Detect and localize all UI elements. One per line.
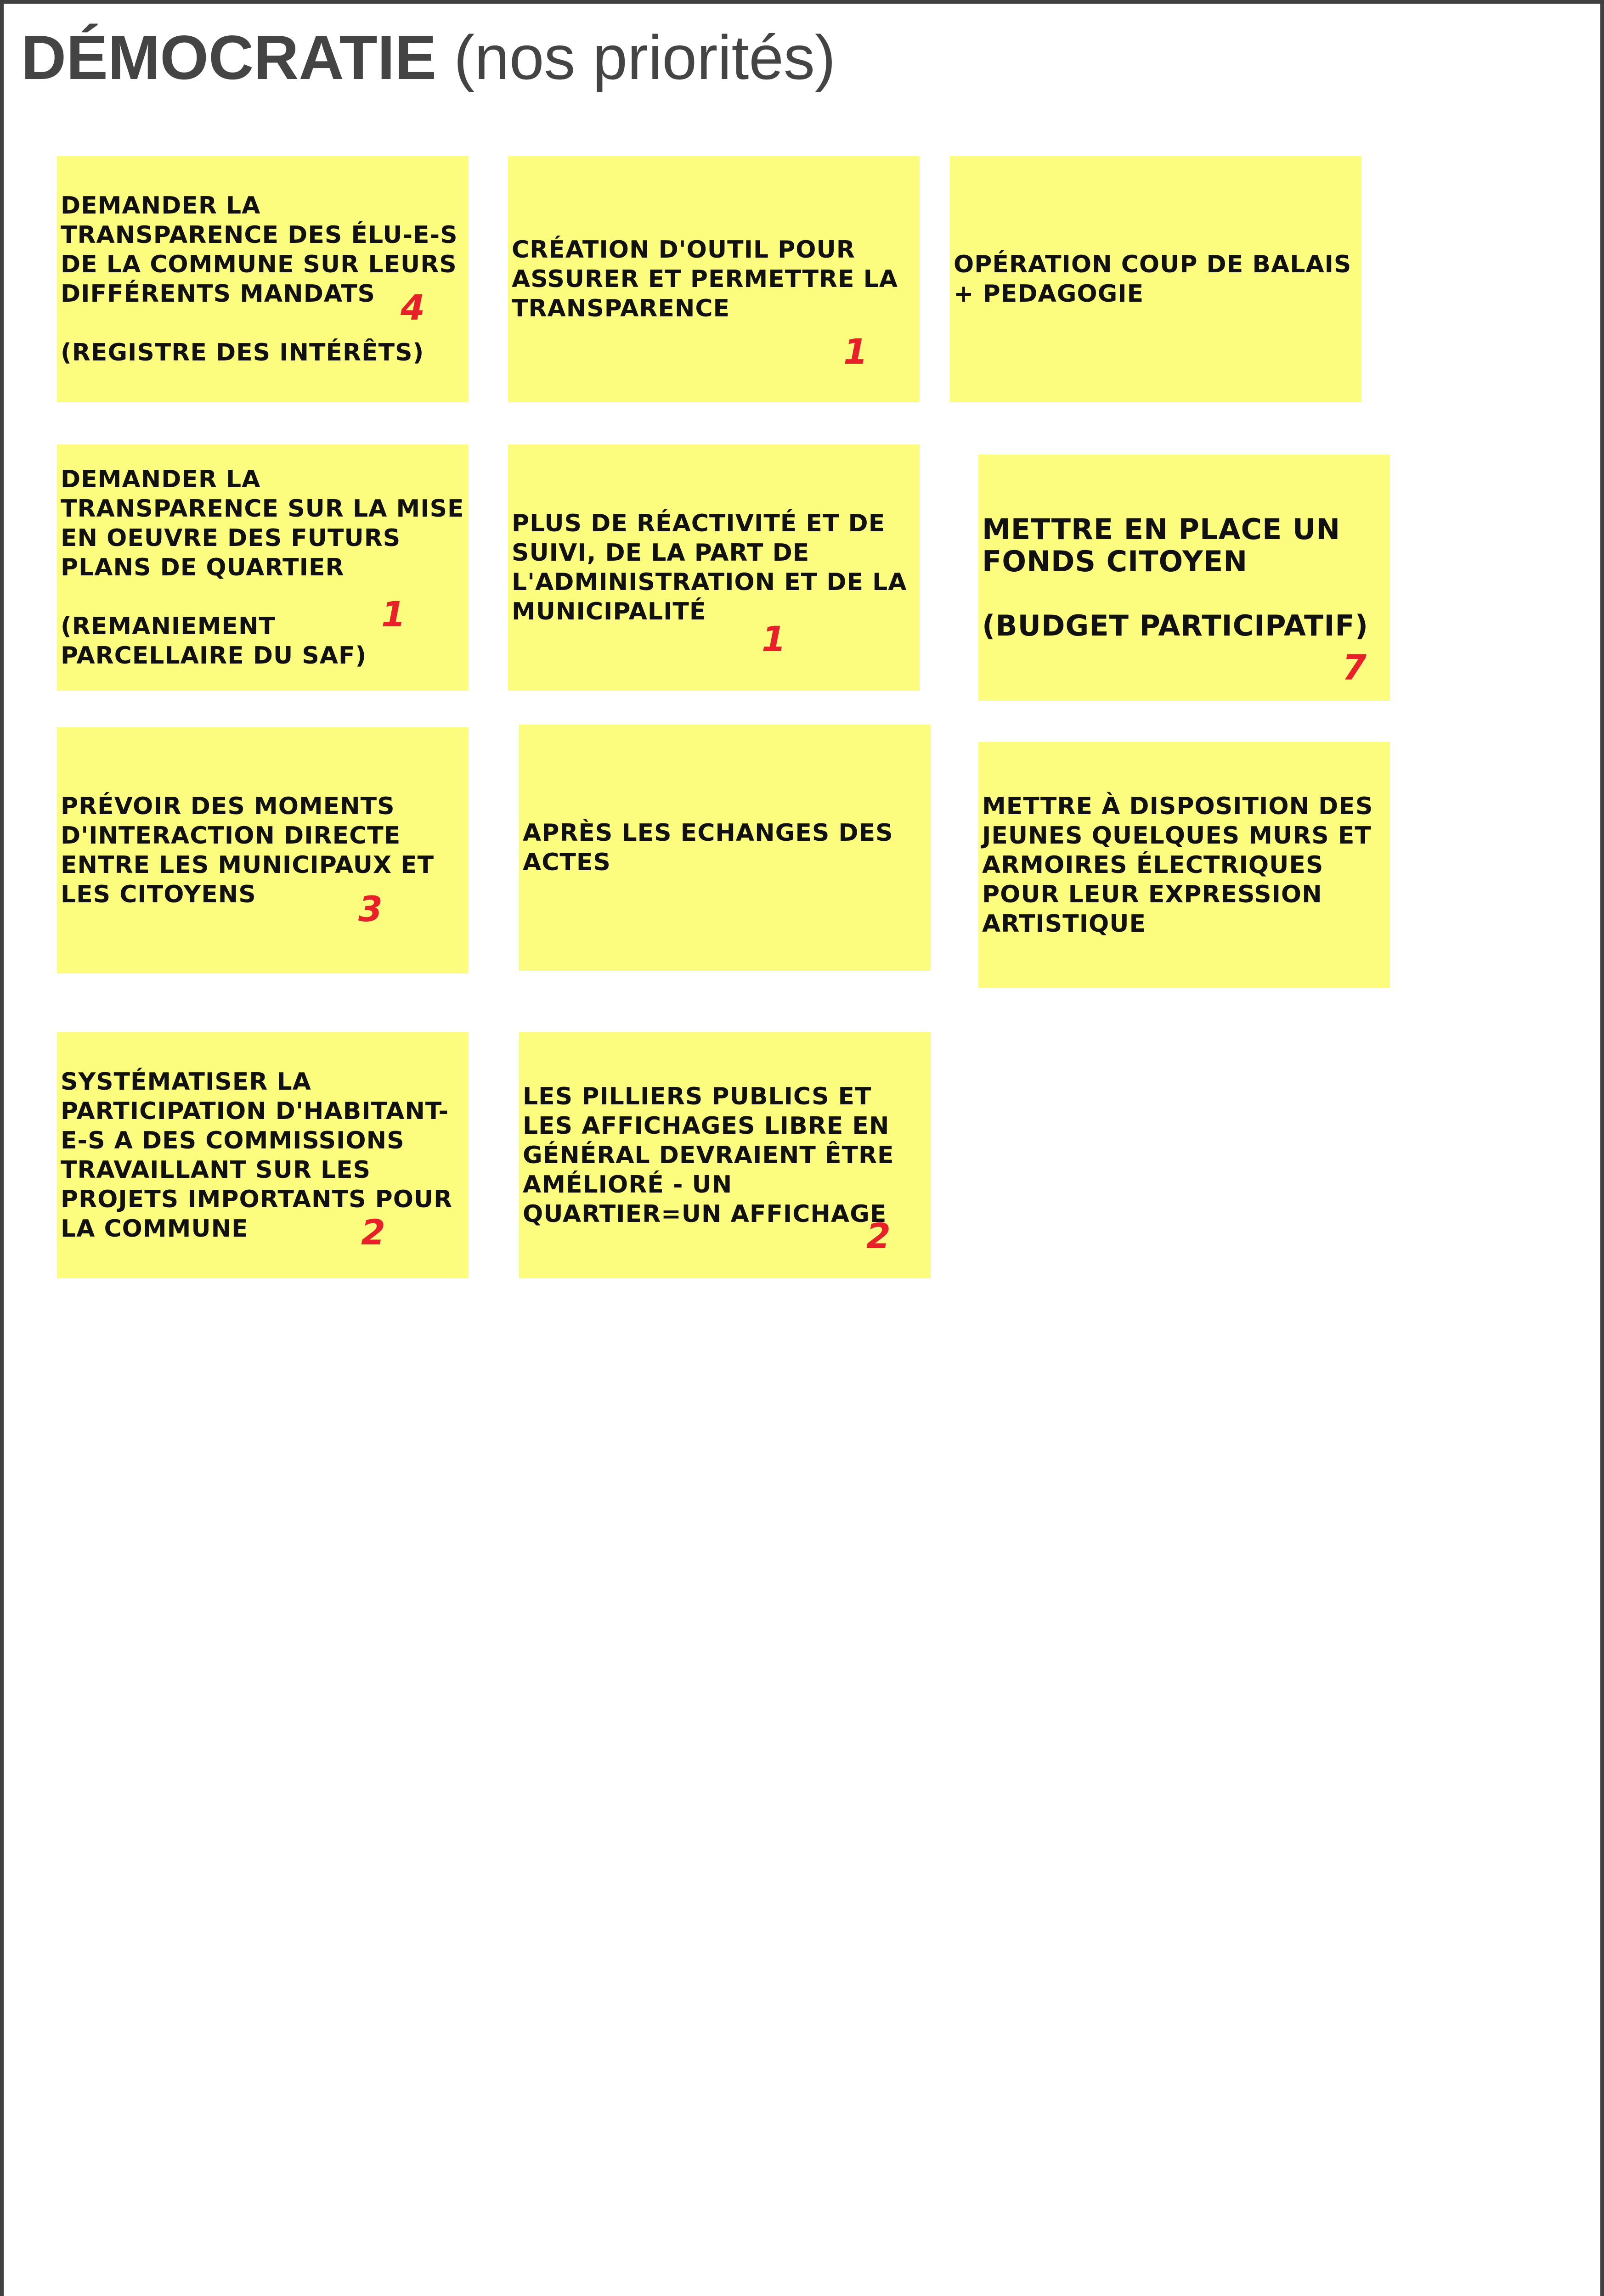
- board-title-bold: DÉMOCRATIE: [21, 23, 437, 92]
- vote-count: 1: [843, 331, 868, 372]
- sticky-note[interactable]: [519, 1032, 931, 1278]
- sticky-note[interactable]: [508, 156, 920, 402]
- vote-count: 2: [361, 1212, 385, 1253]
- sticky-note-text: LES PILLIERS PUBLICS ET LES AFFICHAGES LIBRE EN GÉNÉRAL DEVRAIENT ÊTRE AMÉLIORÉ - UN QUARTIER=UN AFFICHAGE: [523, 1083, 903, 1228]
- vote-count: 1: [381, 594, 406, 635]
- sticky-note[interactable]: [57, 727, 469, 974]
- sticky-note[interactable]: [519, 725, 931, 971]
- vote-count: 2: [866, 1216, 891, 1256]
- sticky-note[interactable]: [57, 445, 469, 691]
- sticky-note[interactable]: [508, 445, 920, 691]
- sticky-note[interactable]: [950, 156, 1361, 402]
- sticky-note[interactable]: [978, 742, 1390, 988]
- sticky-note-text: OPÉRATION COUP DE BALAIS + PEDAGOGIE: [954, 251, 1361, 308]
- sticky-note-text: PLUS DE RÉACTIVITÉ ET DE SUIVI, DE LA PART DE L'ADMINISTRATION ET DE LA MUNICIPALITÉ: [512, 510, 916, 625]
- sticky-note-text: METTRE EN PLACE UN FONDS CITOYEN (BUDGET PARTICIPATIF): [982, 512, 1369, 642]
- sticky-note-text: DEMANDER LA TRANSPARENCE DES ÉLU-E-S DE LA COMMUNE SUR LEURS DIFFÉRENTS MANDATS (REGISTRE DES INTÉRÊTS): [61, 192, 458, 366]
- board-title: [21, 18, 836, 96]
- sticky-note-text: APRÈS LES ECHANGES DES ACTES: [523, 819, 902, 876]
- sticky-note-text: PRÉVOIR DES MOMENTS D'INTERACTION DIRECTE ENTRE LES MUNICIPAUX ET LES CITOYENS: [61, 793, 443, 908]
- board-title-subtitle: (nos priorités): [453, 23, 836, 92]
- vote-count: 7: [1342, 647, 1367, 688]
- sticky-note[interactable]: [978, 455, 1390, 701]
- sticky-note-text: CRÉATION D'OUTIL POUR ASSURER ET PERMETTRE LA TRANSPARENCE: [512, 236, 907, 322]
- vote-count: 4: [401, 287, 425, 328]
- sticky-note[interactable]: [57, 156, 469, 402]
- sticky-note-text: SYSTÉMATISER LA PARTICIPATION D'HABITANT-E-S A DES COMMISSIONS TRAVAILLANT SUR LES PROJETS IMPORTANTS POUR LA COMMUNE: [61, 1068, 462, 1243]
- sticky-note-text: DEMANDER LA TRANSPARENCE SUR LA MISE EN OEUVRE DES FUTURS PLANS DE QUARTIER (REMANIEMENT PARCELLAIRE DU SAF): [61, 466, 464, 670]
- sticky-note-text: METTRE À DISPOSITION DES JEUNES QUELQUES MURS ET ARMOIRES ÉLECTRIQUES POUR LEUR EXPRESSION ARTISTIQUE: [982, 793, 1382, 938]
- vote-count: 1: [762, 619, 786, 659]
- vote-count: 3: [358, 889, 383, 929]
- sticky-note[interactable]: [57, 1032, 469, 1278]
